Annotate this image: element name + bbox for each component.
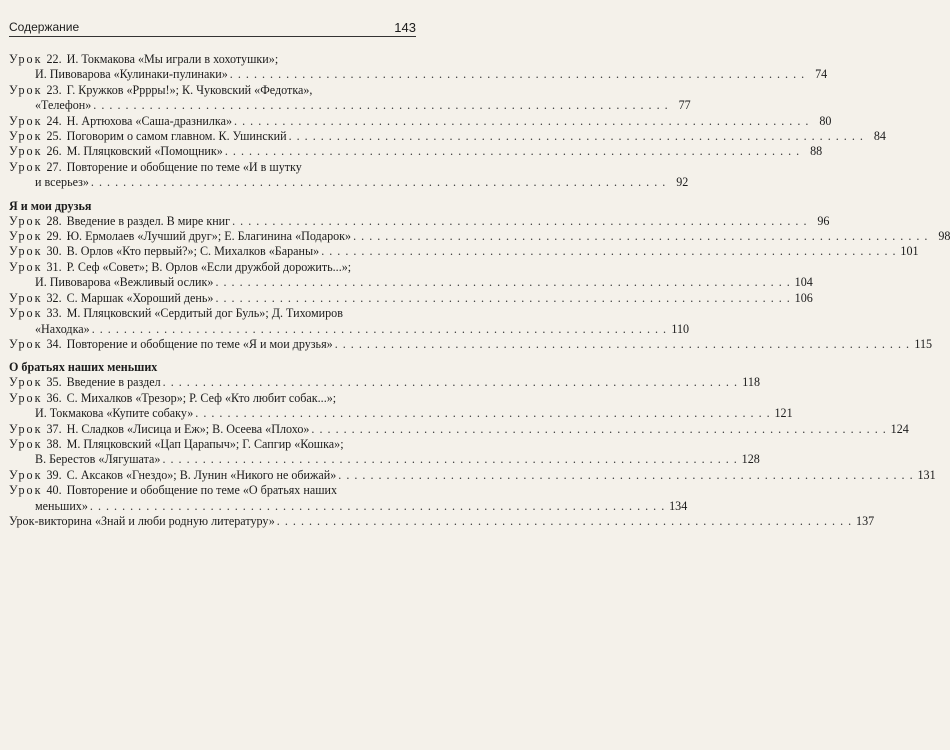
toc-line [9,467,936,483]
dot-leader [289,129,864,144]
lesson-title: Н. Сладков «Лисица и Еж»; В. Осеева «Плохо» [66,421,310,436]
page-ref: 96 [817,213,830,228]
lesson-title: С. Аксаков «Гнездо»; В. Лунин «Никого не обижай» [66,467,337,482]
toc-line [9,437,416,452]
page-ref: 104 [794,275,813,290]
toc-line [9,306,416,321]
lesson-title: Повторение и обобщение по теме «И в шутку [66,159,302,174]
lesson-number: 39. [46,467,62,482]
page-ref: 131 [917,467,936,482]
toc-line [9,452,760,467]
lesson-number: 35. [46,375,62,390]
dot-leader [353,229,928,244]
lesson-word: Урок [9,421,43,436]
lesson-number: 36. [46,390,62,405]
toc-line [9,375,760,390]
lesson-word: Урок [9,259,43,274]
lesson-title: М. Пляцковский «Сердитый дог Буль»; Д. Тихомиров [66,306,343,321]
lesson-title: Ю. Ермолаев «Лучший друг»; Е. Благинина «Подарок» [66,229,352,244]
page-ref: 118 [742,375,760,390]
spacer [9,352,416,354]
lesson-word: Урок [9,129,43,144]
lesson-number: 34. [46,336,62,351]
toc-line [9,336,933,352]
page-ref: 106 [794,290,813,305]
dot-leader [230,67,805,82]
toc-line [9,129,886,144]
lesson-number: 37. [46,421,62,436]
lesson-title: С. Михалков «Трезор»; Р. Сеф «Кто любит собак...»; [66,390,337,405]
lesson-title: Повторение и обобщение по теме «О братьях наших [66,483,338,498]
page-ref: 98 [938,229,950,244]
dot-leader [311,422,886,437]
page-ref: 110 [671,321,690,336]
lesson-number: 27. [46,159,62,174]
toc-line [9,229,950,244]
lesson-number: 31. [46,259,62,274]
toc-line [9,213,830,229]
lesson-title: Поговорим о самом главном. К. Ушинский [66,129,287,144]
section-title: Я и мои друзья [9,198,92,213]
page-ref: 92 [676,175,689,190]
dot-leader [163,375,738,390]
toc-line [9,260,416,275]
dot-leader [215,275,790,290]
dot-leader [338,468,913,483]
lesson-word: Урок [9,390,43,405]
toc-line [9,83,416,98]
lesson-title: И. Токмакова «Купите собаку» [35,406,194,421]
running-title: Содержание [9,20,80,34]
toc-line [9,290,813,306]
lesson-word: Урок [9,113,43,128]
lesson-title: М. Пляцковский «Помощник» [66,144,223,159]
page-ref: 80 [819,113,832,128]
lesson-word: Урок [9,159,43,174]
lesson-word: Урок [9,436,43,451]
lesson-number: 22. [46,52,62,66]
lesson-number: 33. [46,306,62,321]
dot-leader [232,214,807,229]
toc-line [9,498,688,514]
lesson-word: Урок [9,336,43,351]
toc-line [9,113,832,129]
dot-leader [92,322,667,337]
lesson-word: Урок [9,244,43,259]
lesson-title: М. Пляцковский «Цап Царапыч»; Г. Сапгир «Кошка»; [66,436,344,451]
lesson-title: «Находка» [35,321,90,336]
lesson-title: «Телефон» [35,98,92,113]
lesson-title: В. Орлов «Кто первый?»; С. Михалков «Бараны» [66,244,320,259]
dot-leader [90,499,665,514]
dot-leader [335,337,910,352]
toc-line [9,98,691,113]
lesson-title: Г. Кружков «Рррры!»; К. Чуковский «Федотка», [66,82,313,97]
lesson-title: Введение в раздел. В мире книг [66,213,231,228]
lesson-title: Н. Артюхова «Саша-дразнилка» [66,113,233,128]
toc-line [9,421,909,437]
page-ref: 124 [890,421,909,436]
table-of-contents [9,52,950,529]
lesson-number: 30. [46,244,62,259]
page-ref: 121 [774,406,793,421]
lesson-number: 24. [46,113,62,128]
lesson-word: Урок [9,375,43,390]
toc-line [9,144,823,159]
dot-leader [225,144,800,159]
toc-line [9,321,690,337]
toc-line [9,483,416,498]
dot-leader [195,406,770,421]
lesson-title: И. Пивоварова «Кулинаки-пулинаки» [35,67,228,82]
lesson-word: Урок [9,229,43,244]
page-header [9,18,416,37]
lesson-word: Урок [9,306,43,321]
dot-leader [162,452,737,467]
page-ref: 137 [856,513,875,528]
page-ref: 74 [815,67,828,82]
page-ref: 88 [810,144,823,159]
lesson-word: Урок [9,467,43,482]
lesson-title: Повторение и обобщение по теме «Я и мои друзья» [66,336,333,351]
lesson-title: Урок-викторина «Знай и люби родную литературу» [9,513,275,528]
page-ref: 84 [873,129,886,144]
lesson-word: Урок [9,290,43,305]
lesson-number: 26. [46,144,62,159]
lesson-word: Урок [9,213,43,228]
lesson-word: Урок [9,52,43,66]
lesson-title: С. Маршак «Хороший день» [66,290,214,305]
lesson-number: 23. [46,82,62,97]
section-title: О братьях наших меньших [9,360,158,375]
toc-line [9,275,813,290]
lesson-title: меньших» [35,498,88,513]
lesson-number: 38. [46,436,62,451]
page-ref: 128 [741,452,760,467]
toc-line [9,67,828,82]
lesson-number: 25. [46,129,62,144]
lesson-number: 29. [46,229,62,244]
page-ref: 77 [678,98,691,113]
toc-line [9,175,689,190]
lesson-word: Урок [9,144,43,159]
lesson-title: Введение в раздел [66,375,161,390]
toc-line [9,406,793,421]
toc-line [9,244,919,259]
dot-leader [215,291,790,306]
dot-leader [321,244,896,259]
toc-line [9,513,875,529]
lesson-title: И. Пивоварова «Вежливый ослик» [35,275,214,290]
lesson-title: В. Берестов «Лягушата» [35,452,161,467]
lesson-word: Урок [9,483,43,498]
lesson-word: Урок [9,82,43,97]
lesson-title: И. Токмакова «Мы играли в хохотушки»; [66,52,279,66]
page-ref: 101 [900,244,919,259]
toc-line [9,391,416,406]
dot-leader [93,98,668,113]
lesson-title: и всерьез» [35,175,89,190]
toc-line [9,160,416,175]
lesson-number: 32. [46,290,62,305]
page-ref: 115 [914,336,933,351]
page-ref: 134 [669,498,688,513]
dot-leader [234,114,809,129]
lesson-number: 28. [46,213,62,228]
toc-line [9,52,416,67]
page-number: 143 [394,20,416,35]
dot-leader [277,514,852,529]
lesson-number: 40. [46,483,62,498]
lesson-title: Р. Сеф «Совет»; В. Орлов «Если дружбой дорожить...»; [66,259,352,274]
spacer [9,191,416,193]
dot-leader [91,175,666,190]
